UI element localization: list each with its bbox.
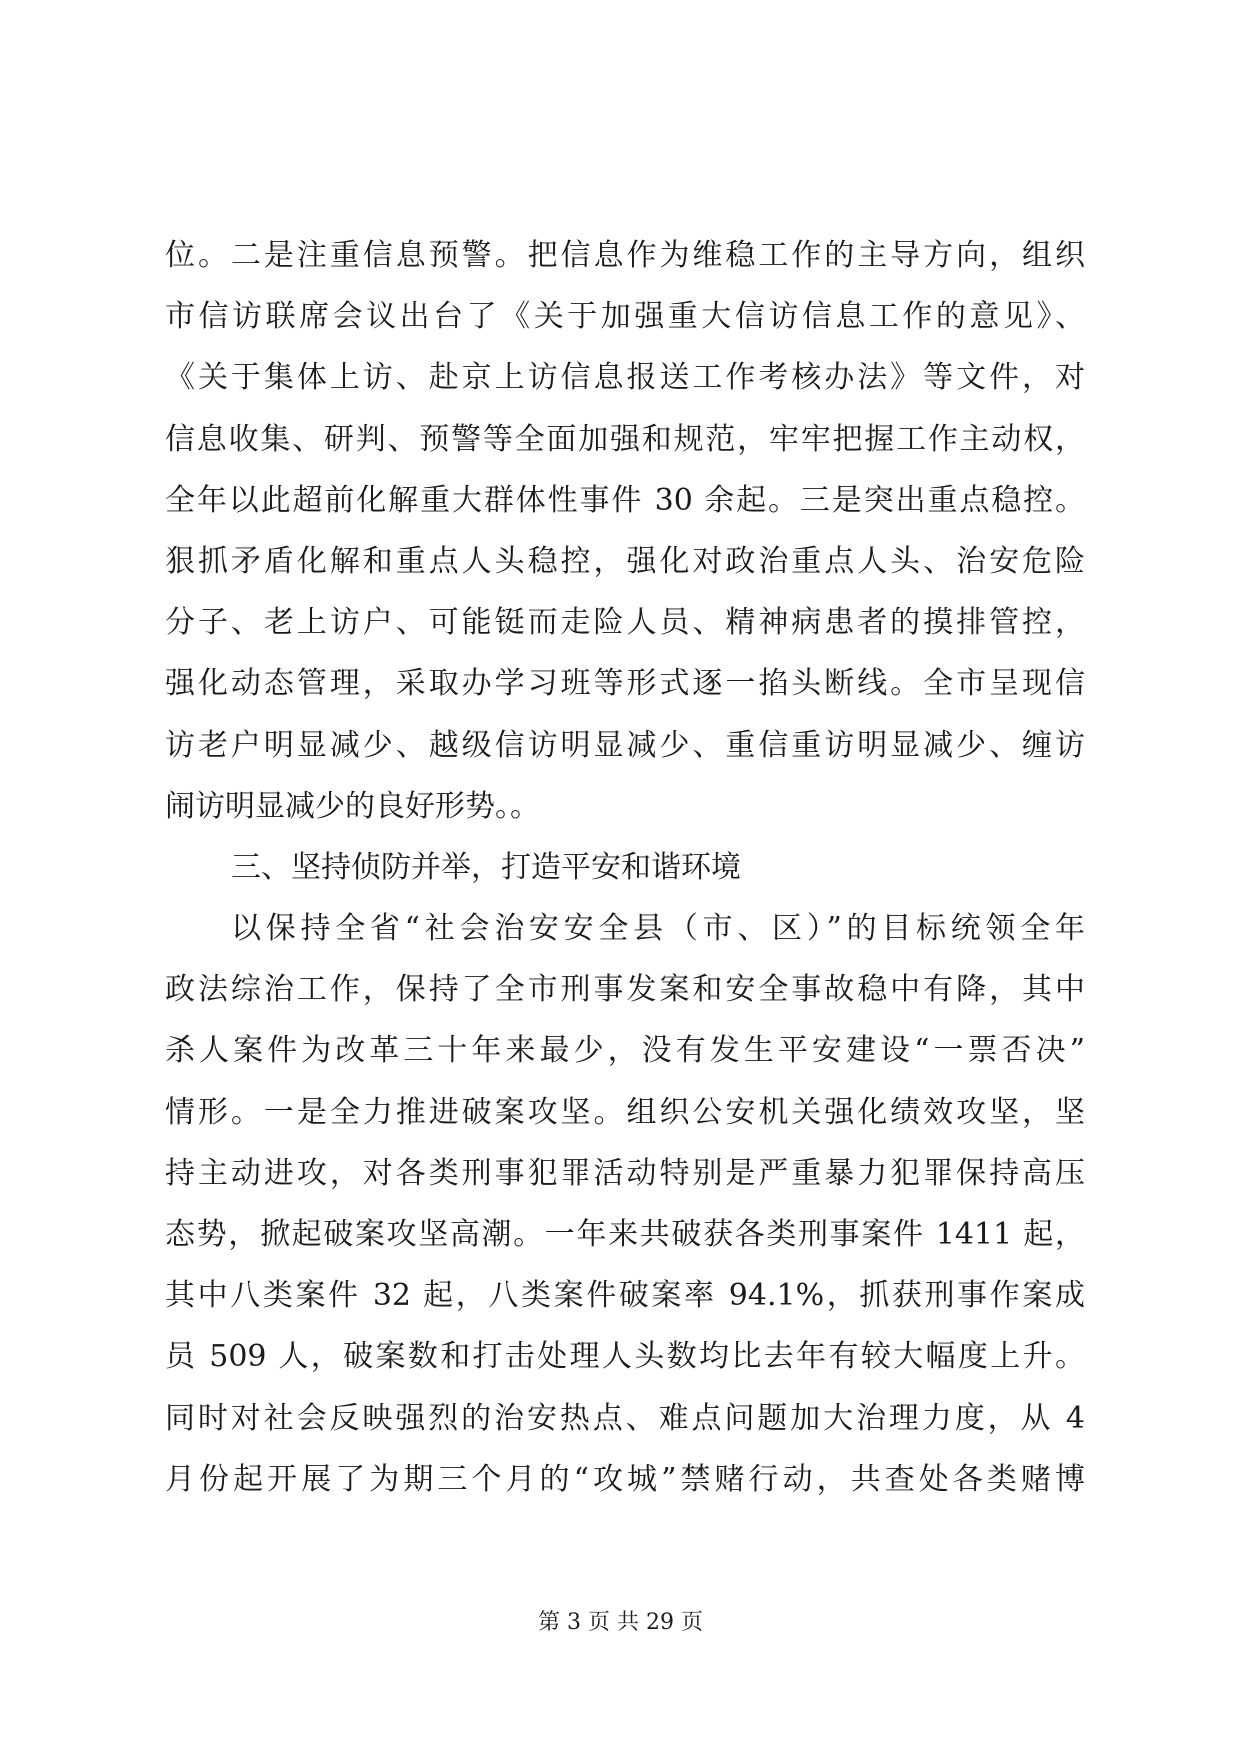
text-line: 强化动态管理，采取办学习班等形式逐一掐头断线。全市呈现信: [165, 666, 1085, 702]
text-line: 分子、老上访户、可能铤而走险人员、精神病患者的摸排管控，: [165, 605, 1085, 641]
text-line: 员 509 人，破案数和打击处理人头数均比去年有较大幅度上升。: [165, 1339, 1085, 1375]
text-line: 情形。一是全力推进破案攻坚。组织公安机关强化绩效攻坚，坚: [165, 1094, 1085, 1130]
text-line: 信息收集、研判、预警等全面加强和规范，牢牢把握工作主动权，: [165, 421, 1085, 457]
page-number-footer: 第 3 页 共 29 页: [538, 1610, 703, 1635]
text-line: 狠抓矛盾化解和重点人头稳控，强化对政治重点人头、治安危险: [165, 543, 1085, 579]
text-line: 其中八类案件 32 起，八类案件破案率 94.1%，抓获刑事作案成: [165, 1278, 1085, 1314]
text-line: 政法综治工作，保持了全市刑事发案和安全事故稳中有降，其中: [165, 972, 1085, 1008]
document-body: [165, 225, 1085, 1510]
text-line: 市信访联席会议出台了《关于加强重大信访信息工作的意见》、: [165, 299, 1085, 335]
text-line: 位。二是注重信息预警。把信息作为维稳工作的主导方向，组织: [165, 238, 1085, 273]
text-line: 态势，掀起破案攻坚高潮。一年来共破获各类刑事案件 1411 起，: [165, 1217, 1085, 1252]
paragraph-first-line: 以保持全省“社会治安安全县（市、区）”的目标统领全年: [231, 911, 1085, 947]
text-line: 同时对社会反映强烈的治安热点、难点问题加大治理力度，从 4: [165, 1400, 1085, 1436]
text-line: 全年以此超前化解重大群体性事件 30 余起。三是突出重点稳控。: [165, 482, 1085, 518]
text-line: 闹访明显减少的良好形势。。: [165, 788, 540, 824]
section-heading: 三、坚持侦防并举，打造平安和谐环境: [231, 849, 741, 885]
text-line: 持主动进攻，对各类刑事犯罪活动特别是严重暴力犯罪保持高压: [165, 1155, 1085, 1191]
text-line: 《关于集体上访、赴京上访信息报送工作考核办法》等文件，对: [165, 360, 1085, 396]
text-line: 月份起开展了为期三个月的“攻城”禁赌行动，共查处各类赌博: [165, 1461, 1085, 1497]
text-line: 杀人案件为改革三十年来最少，没有发生平安建设“一票否决”: [165, 1033, 1085, 1069]
text-line: 访老户明显减少、越级信访明显减少、重信重访明显减少、缠访: [165, 727, 1085, 763]
